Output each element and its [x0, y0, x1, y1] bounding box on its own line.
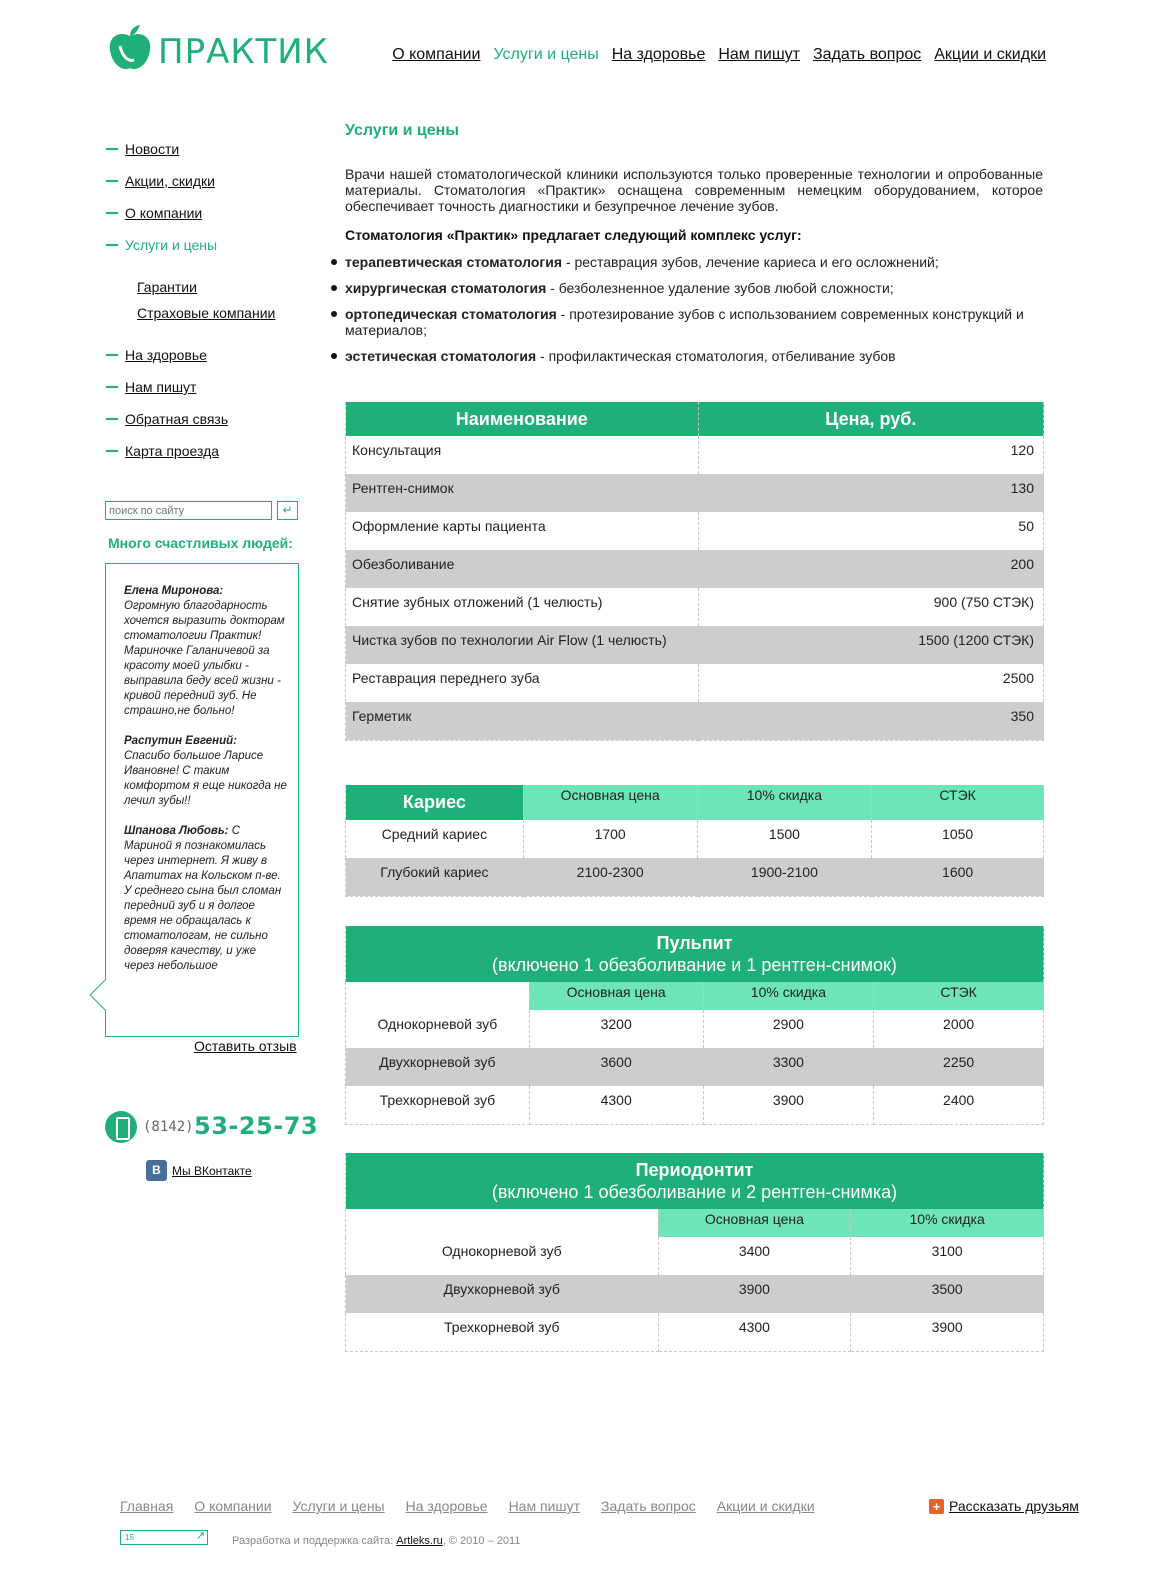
- price-cell: 2400: [874, 1086, 1044, 1124]
- price-cell: 2250: [874, 1048, 1044, 1086]
- review-text: Огромную благодарность хочется выразить докторам стоматологии Практик! Мариночке Галаничевой за красоту моей улыбки - выправила беду всей жизни - кривой передний зуб. Не страшно,не больно!: [124, 600, 285, 717]
- pulpit-table: [345, 926, 1044, 1125]
- phone-number: 53-25-73: [194, 1112, 319, 1140]
- footer-link-home[interactable]: Главная: [120, 1498, 174, 1514]
- price-cell: 3100: [851, 1237, 1044, 1275]
- service-desc: - протезирование зубов с использованием современных конструкций и материалов;: [345, 306, 1024, 338]
- top-nav-reviews[interactable]: Нам пишут: [718, 46, 801, 63]
- price-cell: 900 (750 СТЭК): [698, 588, 1043, 626]
- sidebar-item-reviews[interactable]: [106, 378, 196, 396]
- reviews-title: Много счастливых людей:: [108, 535, 293, 551]
- dev-prefix: Разработка и поддержка сайта:: [232, 1535, 397, 1547]
- price-cell: 3900: [703, 1086, 874, 1124]
- table-row: [346, 1313, 1044, 1351]
- sidebar-item-label[interactable]: Карта проезда: [125, 443, 220, 459]
- reviews-box: [105, 563, 299, 1037]
- periodontitis-title: Периодонтит: [635, 1160, 754, 1180]
- service-cell: Снятие зубных отложений (1 челюсть): [346, 588, 699, 626]
- price-cell: 3300: [703, 1048, 874, 1086]
- service-cell: Однокорневой зуб: [346, 1237, 659, 1275]
- bullet-icon: [331, 353, 337, 359]
- dash-icon: [106, 418, 118, 420]
- service-cell: Глубокий кариес: [346, 858, 524, 896]
- dev-suffix: , © 2010 – 2011: [442, 1535, 521, 1547]
- footer-link-promos[interactable]: Акции и скидки: [716, 1498, 815, 1514]
- price-table: [345, 402, 1044, 741]
- speech-arrow-icon: [89, 979, 120, 1010]
- bullet-icon: [331, 285, 337, 291]
- service-cell: Реставрация переднего зуба: [346, 664, 699, 702]
- footer-link-reviews[interactable]: Нам пишут: [508, 1498, 581, 1514]
- sidebar-item-health[interactable]: [106, 346, 207, 364]
- pulpit-title: Пульпит: [656, 933, 733, 953]
- periodontitis-table: [345, 1153, 1044, 1352]
- vk-icon[interactable]: В: [146, 1160, 167, 1181]
- service-cell: Трехкорневой зуб: [346, 1086, 530, 1124]
- sidebar-item-label[interactable]: О компании: [125, 205, 203, 221]
- dash-icon: [106, 244, 118, 246]
- service-desc: - профилактическая стоматология, отбеливание зубов: [536, 348, 896, 364]
- sidebar-item-promos[interactable]: [106, 172, 215, 190]
- column-header: 10% скидка: [697, 785, 872, 820]
- column-header-price: Цена, руб.: [698, 402, 1043, 436]
- price-cell: 3900: [851, 1313, 1044, 1351]
- visit-counter[interactable]: 15 ↗: [120, 1530, 208, 1545]
- service-item: [331, 306, 1043, 338]
- review-author: Шпанова Любовь:: [124, 825, 229, 837]
- table-row: [346, 436, 1044, 474]
- review-text: Спасибо большое Ларисе Ивановне! С таким комфортом я еще никогда не лечил зубы!!: [124, 750, 287, 807]
- price-cell: 1050: [872, 820, 1044, 858]
- service-name: хирургическая стоматология: [345, 280, 547, 296]
- price-cell: 3600: [529, 1048, 703, 1086]
- table-row: [346, 626, 1044, 664]
- service-cell: Однокорневой зуб: [346, 1010, 530, 1048]
- empty-header-cell: [346, 982, 530, 1010]
- plus-icon: +: [929, 1499, 944, 1514]
- top-nav-ask[interactable]: Задать вопрос: [813, 46, 922, 63]
- sidebar-item-label[interactable]: Акции, скидки: [125, 173, 215, 189]
- dash-icon: [106, 450, 118, 452]
- caries-table: [345, 785, 1044, 897]
- price-cell: 1600: [872, 858, 1044, 896]
- sidebar-item-label[interactable]: Услуги и цены: [125, 237, 218, 253]
- table-row: [346, 1048, 1044, 1086]
- sidebar-item-label[interactable]: На здоровье: [125, 347, 207, 363]
- column-header: Основная цена: [529, 982, 703, 1010]
- search-submit-button[interactable]: ↵: [277, 501, 298, 520]
- price-cell: 1500: [697, 820, 872, 858]
- sidebar-item-about[interactable]: [106, 204, 202, 222]
- service-cell: Герметик: [346, 702, 699, 740]
- price-cell: 50: [698, 512, 1043, 550]
- offers-title: Стоматология «Практик» предлагает следующий комплекс услуг:: [345, 227, 802, 243]
- share-button[interactable]: [929, 1498, 1079, 1514]
- sidebar-subitem-insurance[interactable]: Страховые компании: [137, 305, 276, 321]
- column-header: 10% скидка: [703, 982, 874, 1010]
- table-row: [346, 588, 1044, 626]
- logo[interactable]: [108, 24, 329, 74]
- footer-link-ask[interactable]: Задать вопрос: [601, 1498, 696, 1514]
- footer-link-services[interactable]: Услуги и цены: [292, 1498, 385, 1514]
- column-header: Основная цена: [658, 1209, 851, 1237]
- footer-link-about[interactable]: О компании: [194, 1498, 272, 1514]
- page-title: Услуги и цены: [345, 122, 459, 139]
- top-nav-health[interactable]: На здоровье: [611, 46, 706, 63]
- price-cell: 120: [698, 436, 1043, 474]
- sidebar-subitem-guarantees[interactable]: Гарантии: [137, 279, 197, 295]
- column-header: СТЭК: [872, 785, 1044, 820]
- service-cell: Двухкорневой зуб: [346, 1275, 659, 1313]
- top-nav-services[interactable]: Услуги и цены: [493, 46, 599, 63]
- review-text: С Мариной я познакомилась через интернет. Я живу в Апатитах на Кольском п-ве. У среднего сына был сломан передний зуб и я долгое время не обращалась к стоматологам, не сильно доверяя качеству, и уже через небольшое: [124, 825, 282, 972]
- price-cell: 2500: [698, 664, 1043, 702]
- top-nav: [392, 46, 1046, 64]
- phone-icon: [105, 1111, 137, 1143]
- service-cell: Средний кариес: [346, 820, 524, 858]
- column-header: Основная цена: [523, 785, 697, 820]
- logo-text: ПРАКТИК: [158, 32, 329, 72]
- sidebar-item-services[interactable]: [106, 236, 217, 254]
- developer-credit: [232, 1535, 520, 1547]
- service-item: [331, 254, 1043, 270]
- search-input[interactable]: [105, 501, 272, 520]
- top-nav-about[interactable]: О компании: [392, 46, 481, 63]
- column-header: СТЭК: [874, 982, 1044, 1010]
- table-row: [346, 702, 1044, 740]
- column-header-name: Наименование: [346, 402, 699, 436]
- price-cell: 3200: [529, 1010, 703, 1048]
- service-name: ортопедическая стоматология: [345, 306, 557, 322]
- service-cell: Двухкорневой зуб: [346, 1048, 530, 1086]
- sidebar-item-label[interactable]: Нам пишут: [125, 379, 197, 395]
- dash-icon: [106, 180, 118, 182]
- table-row: [346, 820, 1044, 858]
- table-row: [346, 1237, 1044, 1275]
- review-author: Распутин Евгений:: [124, 735, 237, 747]
- table-row: [346, 474, 1044, 512]
- footer-link-health[interactable]: На здоровье: [405, 1498, 488, 1514]
- price-cell: 4300: [529, 1086, 703, 1124]
- table-row: [346, 1275, 1044, 1313]
- service-name: эстетическая стоматология: [345, 348, 537, 364]
- pulpit-subtitle: (включено 1 обезболивание и 1 рентген-снимок): [492, 955, 897, 975]
- sidebar-item-label[interactable]: Новости: [125, 141, 180, 157]
- price-cell: 200: [698, 550, 1043, 588]
- price-cell: 2100-2300: [523, 858, 697, 896]
- bullet-icon: [331, 311, 337, 317]
- price-cell: 2000: [874, 1010, 1044, 1048]
- table-row: [346, 550, 1044, 588]
- top-nav-promos[interactable]: Акции и скидки: [934, 46, 1046, 63]
- price-cell: 3500: [851, 1275, 1044, 1313]
- service-item: [331, 348, 1043, 364]
- leave-review-link[interactable]: Оставить отзыв: [194, 1038, 297, 1054]
- sidebar-item-map[interactable]: [106, 442, 219, 460]
- table-row: [346, 512, 1044, 550]
- sidebar-item-label[interactable]: Обратная связь: [125, 411, 229, 427]
- column-header: 10% скидка: [851, 1209, 1044, 1237]
- vk-link[interactable]: Мы ВКонтакте: [172, 1164, 252, 1178]
- phone-code: (8142): [143, 1119, 194, 1135]
- price-cell: 1900-2100: [697, 858, 872, 896]
- price-cell: 3900: [658, 1275, 851, 1313]
- service-desc: - реставрация зубов, лечение кариеса и его осложнений;: [562, 254, 939, 270]
- bullet-icon: [331, 259, 337, 265]
- developer-link[interactable]: Artleks.ru: [396, 1535, 443, 1547]
- review-author: Елена Миронова:: [124, 585, 224, 597]
- service-cell: Обезболивание: [346, 550, 699, 588]
- dash-icon: [106, 354, 118, 356]
- review-item: [124, 824, 288, 974]
- price-cell: 4300: [658, 1313, 851, 1351]
- sidebar-item-feedback[interactable]: [106, 410, 228, 428]
- service-cell: Чистка зубов по технологии Air Flow (1 челюсть): [346, 626, 699, 664]
- pulpit-header: [346, 926, 1044, 982]
- price-cell: 1500 (1200 СТЭК): [698, 626, 1043, 664]
- price-cell: 350: [698, 702, 1043, 740]
- sidebar-item-news[interactable]: [106, 140, 179, 158]
- periodontitis-subtitle: (включено 1 обезболивание и 2 рентген-снимка): [491, 1182, 898, 1202]
- price-cell: 3400: [658, 1237, 851, 1275]
- caries-title: Кариес: [346, 785, 524, 820]
- price-cell: 130: [698, 474, 1043, 512]
- service-cell: Рентген-снимок: [346, 474, 699, 512]
- table-row: [346, 1086, 1044, 1124]
- service-desc: - безболезненное удаление зубов любой сложности;: [546, 280, 894, 296]
- service-cell: Оформление карты пациента: [346, 512, 699, 550]
- review-item: [124, 734, 288, 809]
- dash-icon: [106, 386, 118, 388]
- apple-logo-icon: [108, 24, 152, 72]
- table-row: [346, 858, 1044, 896]
- service-cell: Трехкорневой зуб: [346, 1313, 659, 1351]
- table-row: [346, 664, 1044, 702]
- share-link[interactable]: Рассказать друзьям: [949, 1498, 1079, 1514]
- intro-text: Врачи нашей стоматологической клиники используются только проверенные технологии и опробованные материалы. Стоматология «Практик» оснащена современным немецким оборудованием, которое обеспечивает точность диагностики и безупречное лечение зубов.: [345, 166, 1043, 214]
- dash-icon: [106, 212, 118, 214]
- price-cell: 2900: [703, 1010, 874, 1048]
- service-cell: Консультация: [346, 436, 699, 474]
- table-row: [346, 1010, 1044, 1048]
- service-item: [331, 280, 1043, 296]
- price-cell: 1700: [523, 820, 697, 858]
- dash-icon: [106, 148, 118, 150]
- review-item: [124, 584, 288, 719]
- empty-header-cell: [346, 1209, 659, 1237]
- periodontitis-header: [346, 1153, 1044, 1209]
- footer-nav: [120, 1498, 815, 1514]
- service-name: терапевтическая стоматология: [345, 254, 562, 270]
